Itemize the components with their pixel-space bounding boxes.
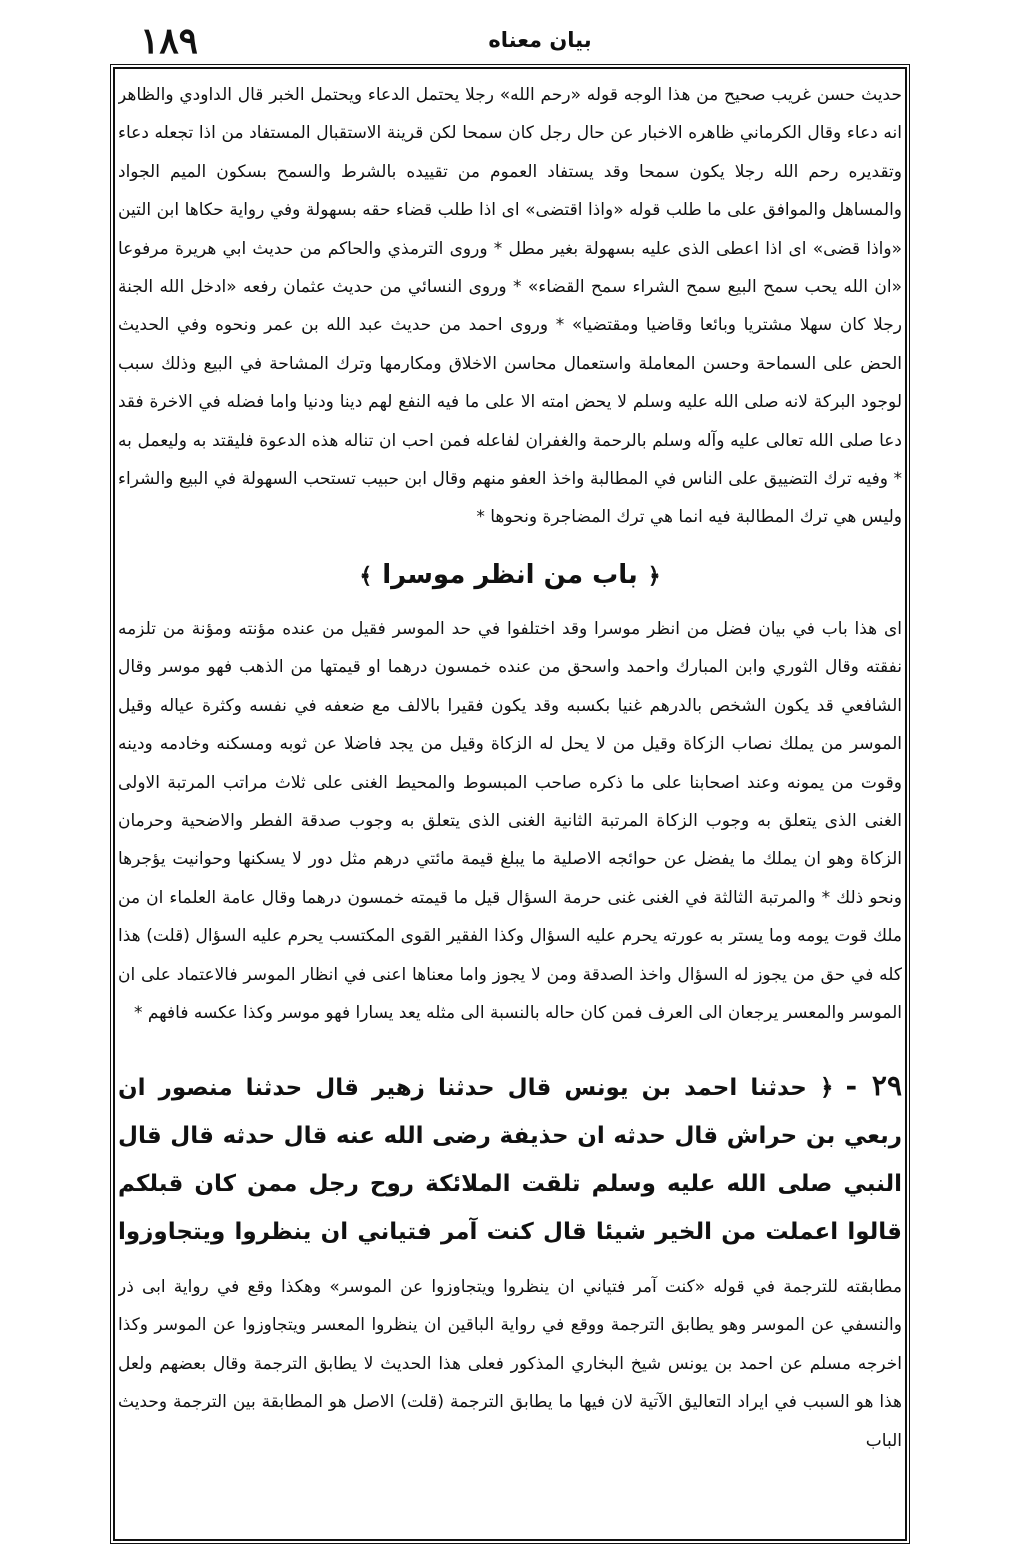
page-body (118, 76, 902, 1460)
page-number: ١٨٩ (140, 20, 199, 62)
heading-ornament-right: ﴿ (647, 564, 661, 589)
commentary-paragraph-1: حديث حسن غريب صحيح من هذا الوجه قوله «رحم الله» رجلا يحتمل الدعاء ويحتمل الخبر قال الداودي والظاهر انه دعاء وقال الكرماني ظاهره الاخبار عن حال رجل كان سمحا لكن قرينة الاستقبال المستفاد من اذا تجعله دعاء وتقديره رحم الله رجلا يكون سمحا وقد يستفاد العموم من تقييده بالشرط والسمح بسكون الميم الجواد والمساهل والموافق على ما طلب قوله «واذا اقتضى» اى اذا طلب قضاء حقه بسهولة وفي رواية حكاها ابن التين «واذا قضى» اى اذا اعطى الذى عليه بسهولة بغير مطل * وروى الترمذي والحاكم من حديث ابي هريرة مرفوعا «ان الله يحب سمح البيع سمح الشراء سمح القضاء» * وروى النسائي من حديث عثمان رفعه «ادخل الله الجنة رجلا كان سهلا مشتريا وبائعا وقاضيا ومقتضيا» * وروى احمد من حديث عبد الله بن عمر ونحوه وفي الحديث الحض على السماحة وحسن المعاملة واستعمال محاسن الاخلاق ومكارمها وترك المشاحة في البيع وذلك سبب لوجود البركة لانه صلى الله عليه وسلم لا يحض امته الا على ما فيه النفع لهم دينا ودنيا واما فضله في الاخرة فقد دعا صلى الله تعالى عليه وآله وسلم بالرحمة والغفران لفاعله فمن احب ان تناله هذه الدعوة فليقتد به وليعمل به * وفيه ترك التضييق على الناس في المطالبة واخذ العفو منهم وقال ابن حبيب تستحب السهولة في البيع والشراء وليس هي ترك المطالبة فيه انما هي ترك المضاجرة ونحوها * (118, 85, 902, 528)
running-head: بيان معناه (488, 28, 592, 52)
hadith-block (118, 1062, 902, 1262)
hadith-number: ٢٩ - (845, 1069, 902, 1102)
page-header (110, 18, 910, 68)
chapter-heading (118, 546, 902, 604)
commentary-paragraph-2: اى هذا باب في بيان فضل من انظر موسرا وقد اختلفوا في حد الموسر فقيل من عنده مؤنته ومؤنة من تلزمه نفقته وقال الثوري وابن المبارك واحمد واسحق من عنده خمسون درهما او قيمتها من الذهب فهو موسر وقال الشافعي قد يكون الشخص بالدرهم غنيا بكسبه وقد يكون فقيرا بالالف مع ضعفه في نفسه وكثرة عياله وقيل الموسر من يملك نصاب الزكاة وقيل من لا يحل له الزكاة وقيل من يجد فاضلا عن ثوبه ومسكنه وخادمه ودينه وقوت من يمونه وعند اصحابنا على ما ذكره صاحب المبسوط والمحيط الغنى على ثلاث مراتب المرتبة الاولى الغنى الذى يتعلق به وجوب الزكاة المرتبة الثانية الغنى الذى يتعلق به وجوب صدقة الفطر والاضحية وحرمان الزكاة وهو ان يملك ما يفضل عن حوائجه الاصلية ما يبلغ قيمة مائتي درهم مثل دور لا يسكنها وحوانيت يؤجرها ونحو ذلك * والمرتبة الثالثة في الغنى غنى حرمة السؤال قيل ما قيمته خمسون درهما وقال عامة العلماء ان من ملك قوت يومه وما يستر به عورته يحرم عليه السؤال وكذا الفقير القوى المكتسب يحرم عليه السؤال (قلت) هذا كله في حق من يجوز له السؤال واخذ الصدقة ومن لا يجوز واما معناها اعنى في انظار الموسر فالاعتماد على ان الموسر والمعسر يرجعان الى العرف فمن كان حاله بالنسبة الى مثله يعد يسارا فهو موسر وكذا عكسه فافهم * (118, 619, 902, 1024)
chapter-heading-text: باب من انظر موسرا (382, 560, 638, 590)
heading-ornament-left: ﴾ (359, 564, 373, 589)
commentary-paragraph-3: مطابقته للترجمة في قوله «كنت آمر فتياني ان ينظروا ويتجاوزوا عن الموسر» وهكذا وقع في رواية ابى ذر والنسفي عن الموسر وهو يطابق الترجمة ووقع في رواية الباقين ان ينظروا المعسر ويتجاوزوا عن الموسر وكذا اخرجه مسلم عن احمد بن يونس شيخ البخاري المذكور فعلى هذا الحديث لا يطابق الترجمة وقال بعضهم ولعل هذا هو السبب في ايراد التعاليق الآتية لان فيها ما يطابق الترجمة (قلت) الاصل هو المطابقة بين الترجمة وحديث الباب (118, 1277, 902, 1451)
hadith-text: ﴿ حدثنا احمد بن يونس قال حدثنا زهير قال حدثنا منصور ان ربعي بن حراش قال حدثه ان حذيفة رضى الله عنه قال حدثه قال قال النبي صلى الله عليه وسلم تلقت الملائكة روح رجل ممن كان قبلكم قالوا اعملت من الخير شيئا قال كنت آمر فتياني ان ينظروا ويتجاوزوا (118, 1075, 902, 1245)
